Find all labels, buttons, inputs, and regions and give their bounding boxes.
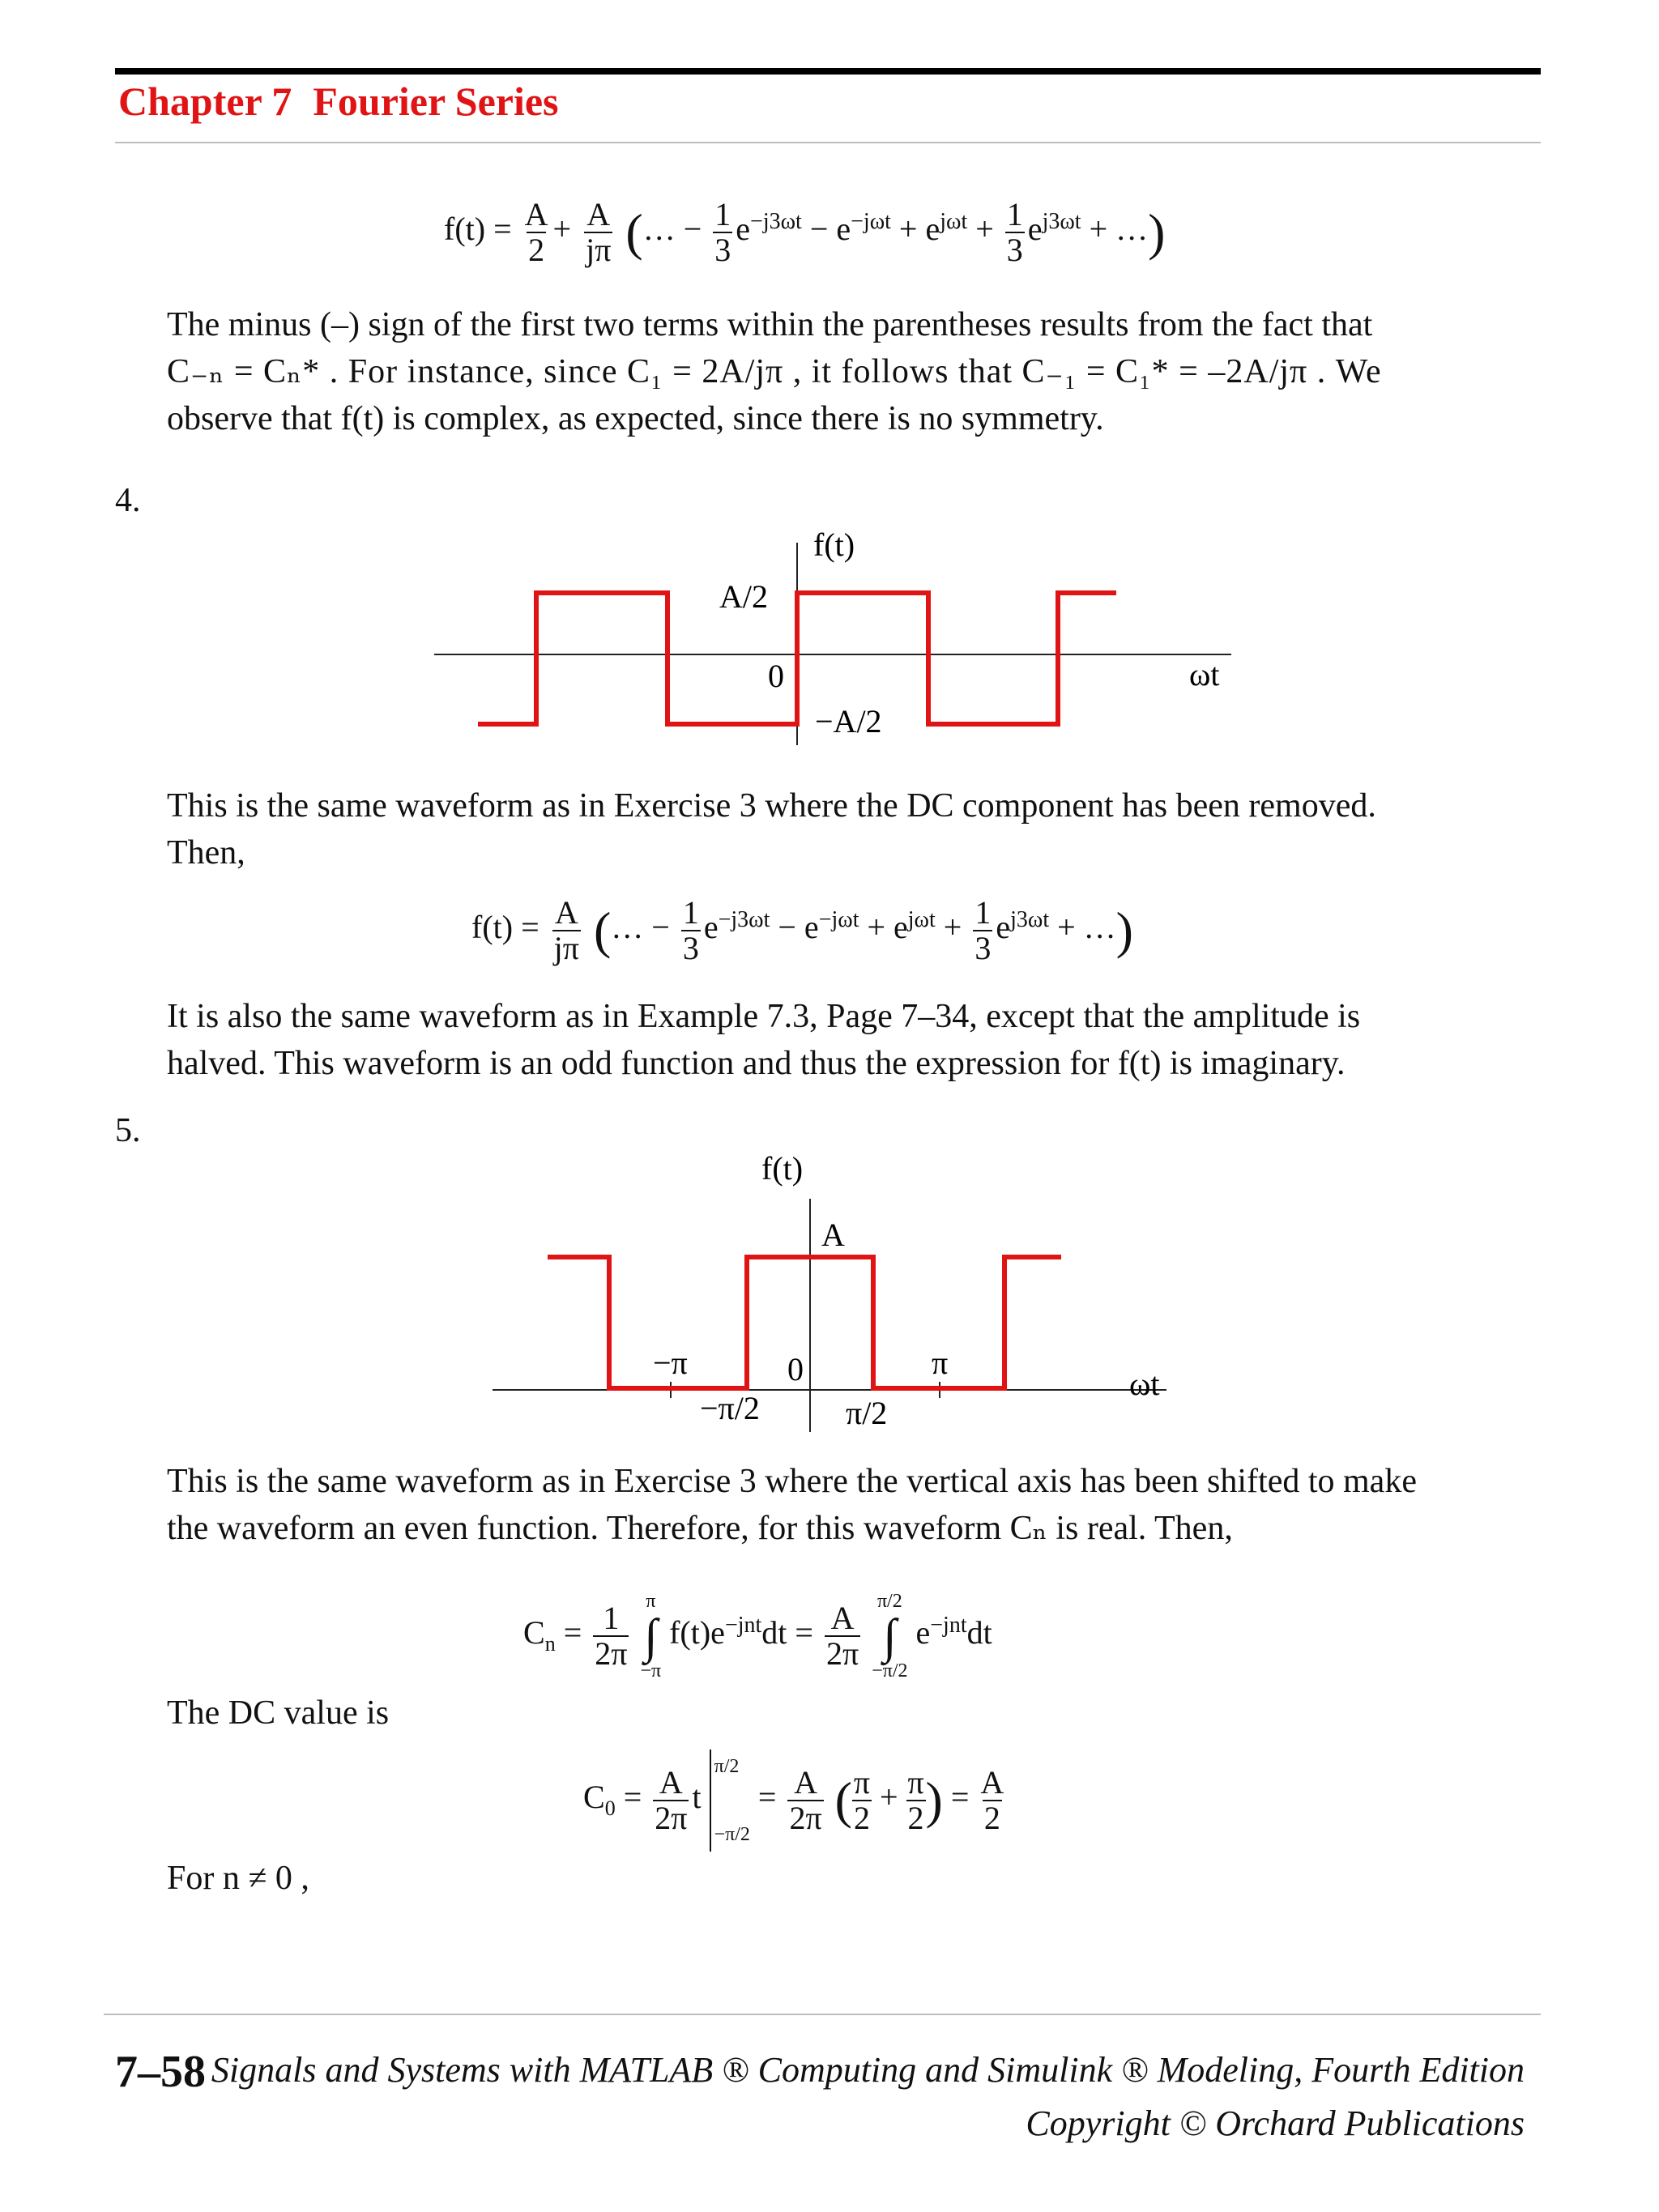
equation-ft-exercise3: $f(t) = \frac{A}{2} + \frac{A}{j\pi}$ (… − $\frac{1}{3} e^{-j3\omega t} - e^{-j\omega t} + e^{j\omega t} + \frac{1}{3} e^{j3\omega t}$ + …) (444, 196, 1166, 268)
header-rule (115, 68, 1541, 75)
para1-line1: The minus (–) sign of the first two terms within the parentheses results from the fact that (167, 306, 1373, 343)
fig5-zero: 0 (787, 1351, 804, 1387)
ex4-text1-line2: Then, (167, 834, 245, 872)
page-number: 7–58 (115, 2047, 206, 2097)
footer-divider (104, 2014, 1541, 2015)
paragraph-n-nonzero (167, 1855, 1537, 1902)
square-wave (548, 1257, 1061, 1388)
para1-line3: observe that f(t) is complex, as expected, since there is no symmetry. (167, 400, 1104, 437)
ex5-dc-text: The DC value is (167, 1694, 390, 1732)
exercise-5-waveform-figure (486, 1150, 1215, 1442)
header-divider (115, 142, 1541, 143)
para1-line2: C₋ₙ = Cₙ* . For instance, since C₁ = 2A/jπ , it follows that C₋₁ = C₁* = –2A/jπ . We (167, 353, 1382, 390)
fig4-ylabel: f(t) (813, 526, 855, 563)
section-title: Fourier Series (313, 79, 559, 124)
equation-c0: $C_0 = \frac{A}{2\pi}$ t π/2 $-\pi/2 = \frac{A}{2\pi} (\frac{\pi}{2} + \frac{\pi}{2}) = \frac{A}{2}$ (583, 1750, 1007, 1852)
fig5-xlabel: ωt (1129, 1366, 1160, 1402)
paragraph-ex4-intro (167, 782, 1537, 876)
equation-cn: $C_n = \frac{1}{2\pi}$ π ∫ −π $f(t)e^{-jnt}dt = \frac{A}{2\pi} \pi/2$ ∫ −π/2 $e^{-jnt}dt$ (523, 1591, 992, 1681)
ex4-text2-line1: It is also the same waveform as in Example 7.3, Page 7–34, except that the amplitude is (167, 998, 1361, 1035)
exercise-4-number: 4. (115, 482, 141, 519)
ex4-text1-line1: This is the same waveform as in Exercise 3 where the DC component has been removed. (167, 787, 1376, 825)
ex5-for-text: For n ≠ 0 , (167, 1860, 309, 1897)
ex5-text1-line2: the waveform an even function. Therefore, for this waveform Cₙ is real. Then, (167, 1510, 1233, 1547)
copyright-line: Copyright © Orchard Publications (1026, 2103, 1525, 2143)
chapter-number: Chapter 7 (118, 79, 292, 124)
fig4-xlabel: ωt (1189, 656, 1220, 693)
fig4-zero: 0 (768, 658, 784, 694)
paragraph-minus-sign (167, 301, 1537, 442)
exercise-5-number: 5. (115, 1112, 141, 1149)
eq1-lhs: f(t) = (444, 211, 512, 248)
equation-ft-exercise4: $f(t) = \frac{A}{j\pi}$ (… − $\frac{1}{3} e^{-j3\omega t} - e^{-j\omega t} + e^{j\omega t} + \frac{1}{3} e^{j3\omega t}$ + …) (471, 894, 1133, 966)
fig5-pos-pi: π (932, 1345, 949, 1381)
fig5-neg-half-pi: −π/2 (700, 1390, 760, 1426)
chapter-title (118, 78, 559, 125)
paragraph-dc-value (167, 1690, 1537, 1737)
square-wave (478, 593, 1116, 724)
fig4-neg-level: −A/2 (815, 703, 882, 739)
fig5-pos-half-pi: π/2 (846, 1395, 888, 1431)
book-title: Signals and Systems with MATLAB ® Computing and Simulink ® Modeling, Fourth Edition (211, 2050, 1525, 2090)
ex4-text2-line2: halved. This waveform is an odd function and thus the expression for f(t) is imaginary. (167, 1045, 1346, 1082)
paragraph-ex5-intro (167, 1458, 1537, 1552)
fig5-level: A (821, 1217, 845, 1253)
ex5-text1-line1: This is the same waveform as in Exercise 3 where the vertical axis has been shifted to make (167, 1463, 1417, 1500)
paragraph-ex4-conclusion (167, 993, 1537, 1087)
fig5-ylabel: f(t) (761, 1150, 804, 1187)
fig5-neg-pi: −π (653, 1345, 688, 1381)
exercise-4-waveform-figure (421, 526, 1264, 753)
fig4-pos-level: A/2 (719, 578, 768, 615)
